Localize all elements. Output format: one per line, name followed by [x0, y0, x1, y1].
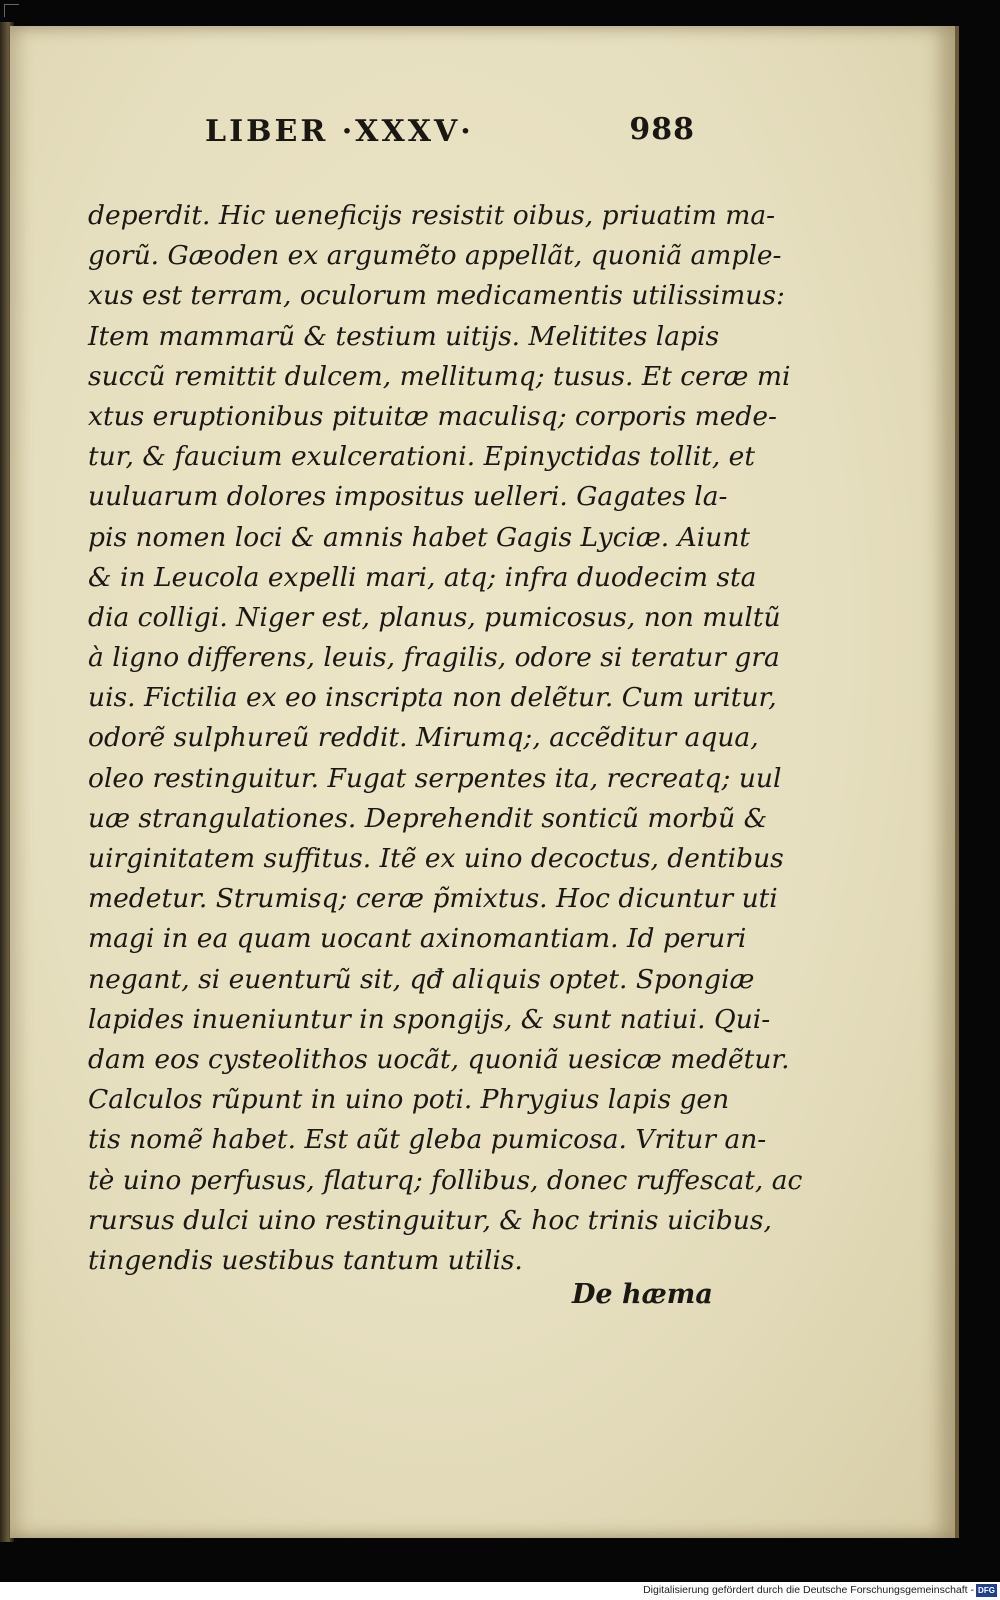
text-line: Item mammarũ & testium uitijs. Melitites lapis	[88, 320, 720, 352]
text-line: tè uino perfusus, flaturq; follibus, donec ruffescat, ac	[88, 1164, 803, 1196]
text-line: dia colligi. Niger est, planus, pumicosus, non multũ	[88, 601, 781, 633]
running-head-title: LIBER ·XXXV·	[205, 114, 474, 149]
text-line: uuluarum dolores impositus uelleri. Gagates la-	[88, 481, 728, 513]
body-text	[88, 196, 803, 1281]
page-paper	[10, 26, 959, 1538]
text-line: & in Leucola expelli mari, atq; infra duodecim sta	[88, 561, 757, 593]
text-line: negant, si euenturũ sit, qđ aliquis optet. Spongiæ	[88, 963, 755, 995]
text-line: rursus dulci uino restinguitur, & hoc trinis uicibus,	[88, 1204, 772, 1236]
text-line: uis. Fictilia ex eo inscripta non delẽtur. Cum uritur,	[88, 682, 777, 714]
dfg-logo: DFG	[976, 1584, 997, 1597]
scan-corner-mark	[4, 4, 19, 17]
text-line: magi in ea quam uocant axinomantiam. Id peruri	[88, 923, 747, 955]
text-line: tingendis uestibus tantum utilis.	[88, 1244, 523, 1276]
text-line: tis nomẽ habet. Est aũt gleba pumicosa. Vritur an-	[88, 1124, 767, 1156]
text-line: pis nomen loci & amnis habet Gagis Lyciæ. Aiunt	[88, 521, 751, 553]
text-line: uirginitatem suffitus. Itẽ ex uino decoctus, dentibus	[88, 843, 784, 874]
text-line: dam eos cysteolithos uocãt, quoniã uesicæ medẽtur.	[88, 1043, 790, 1075]
text-line: odorẽ sulphureũ reddit. Mirumq;, accẽditur aqua,	[88, 722, 759, 754]
text-line: xus est terram, oculorum medicamentis utilissimus:	[88, 280, 785, 312]
text-line: xtus eruptionibus pituitæ maculisq; corporis mede-	[88, 400, 778, 432]
text-line: oleo restinguitur. Fugat serpentes ita, recreatq; uul	[88, 762, 782, 794]
text-line: tur, & faucium exulcerationi. Epinyctidas tollit, et	[88, 441, 756, 473]
text-line: deperdit. Hic ueneficijs resistit oibus, priuatim ma-	[88, 200, 776, 231]
text-line: gorũ. Gæoden ex argumẽto appellãt, quoniã ample-	[88, 240, 782, 272]
text-line: Calculos rũpunt in uino poti. Phrygius lapis gen	[88, 1084, 730, 1116]
text-line: lapides inueniuntur in spongijs, & sunt natiui. Qui-	[88, 1003, 771, 1035]
catchword: De hæma	[572, 1279, 713, 1310]
digitization-footer	[0, 1582, 1000, 1600]
funding-credit: Digitalisierung gefördert durch die Deutsche Forschungsgemeinschaft -	[643, 1584, 974, 1596]
page-number: 988	[629, 112, 695, 147]
running-head	[205, 114, 695, 164]
text-line: medetur. Strumisq; ceræ p̃mixtus. Hoc dicuntur uti	[88, 883, 778, 915]
text-line: succũ remittit dulcem, mellitumq; tusus. Et ceræ mi	[88, 360, 791, 392]
text-line: uæ strangulationes. Deprehendit sonticũ morbũ &	[88, 802, 768, 834]
text-line: à ligno differens, leuis, fragilis, odore si teratur gra	[88, 642, 780, 674]
